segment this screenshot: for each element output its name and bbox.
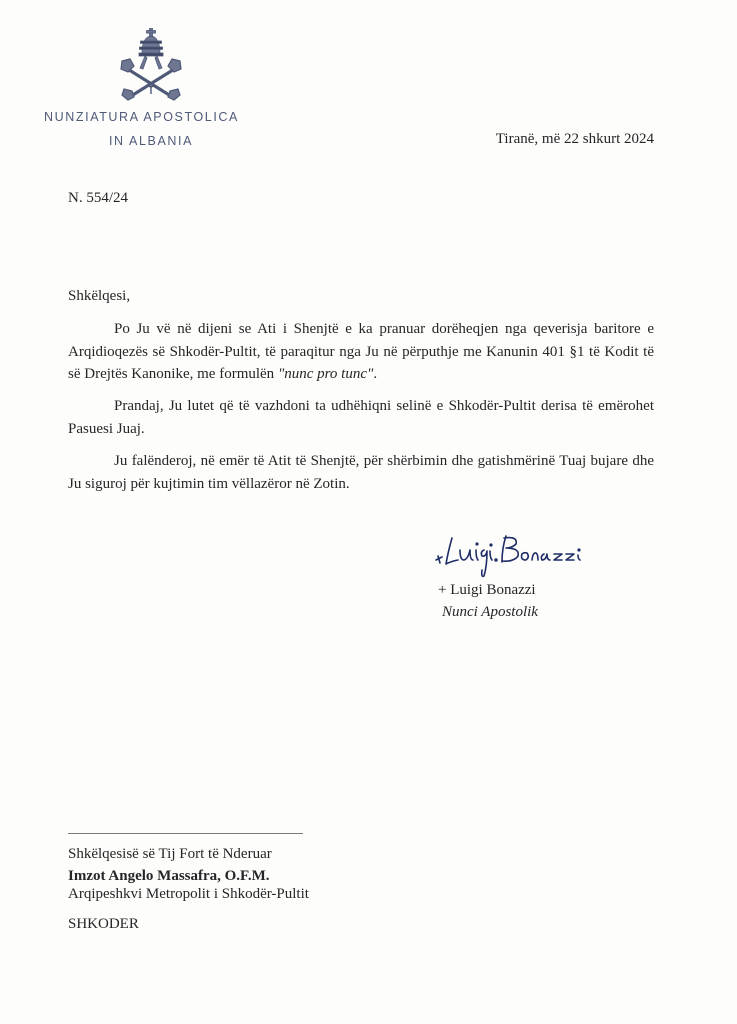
addressee-divider: [68, 833, 303, 834]
salutation: Shkëlqesi,: [68, 288, 131, 304]
letter-date: Tiranë, më 22 shkurt 2024: [495, 131, 654, 147]
letterhead-org-name: NUNZIATURA APOSTOLICA: [44, 110, 239, 124]
addressee-honorific: Shkëlqesisë së Tij Fort të Nderuar: [68, 846, 272, 862]
addressee-city: SHKODER: [68, 916, 139, 932]
paragraph-3-text: Ju falënderoj, në emër të Atit të Shenjtë, për shërbimin dhe gatishmërinë Tuaj bujare dhe Ju siguroj për kujtimin tim vëllazëror në Zotin.: [68, 453, 654, 492]
paragraph-1-end: .: [373, 366, 378, 382]
paragraph-3: [68, 450, 654, 495]
letterhead-org-location: IN ALBANIA: [108, 134, 194, 148]
paragraph-2: [68, 395, 654, 440]
addressee-title: Arqipeshkvi Metropolit i Shkodër-Pultit: [68, 886, 309, 902]
paragraph-1-quote: "nunc pro tunc": [277, 366, 374, 382]
signer-name: + Luigi Bonazzi: [438, 582, 536, 598]
paragraph-1: [68, 318, 654, 386]
papal-emblem-icon: [118, 28, 184, 102]
paragraph-2-text: Prandaj, Ju lutet që të vazhdoni ta udhëhiqni selinë e Shkodër-Pultit derisa të emërohet Pasuesi Juaj.: [68, 398, 654, 437]
signer-title: Nunci Apostolik: [442, 604, 538, 620]
addressee-name: Imzot Angelo Massafra, O.F.M.: [68, 868, 270, 884]
paragraph-1-text: Po Ju vë në dijeni se Ati i Shenjtë e ka pranuar dorëheqjen nga qeverisja baritore e Arqidioqezës së Shkodër-Pultit, të paraqitur nga Ju në përputhje me Kanunin 401 §1 të Kodit të së Drejtës Kanonike, me formulën: [68, 321, 654, 382]
handwritten-signature: [432, 530, 592, 582]
protocol-number: N. 554/24: [68, 190, 128, 206]
